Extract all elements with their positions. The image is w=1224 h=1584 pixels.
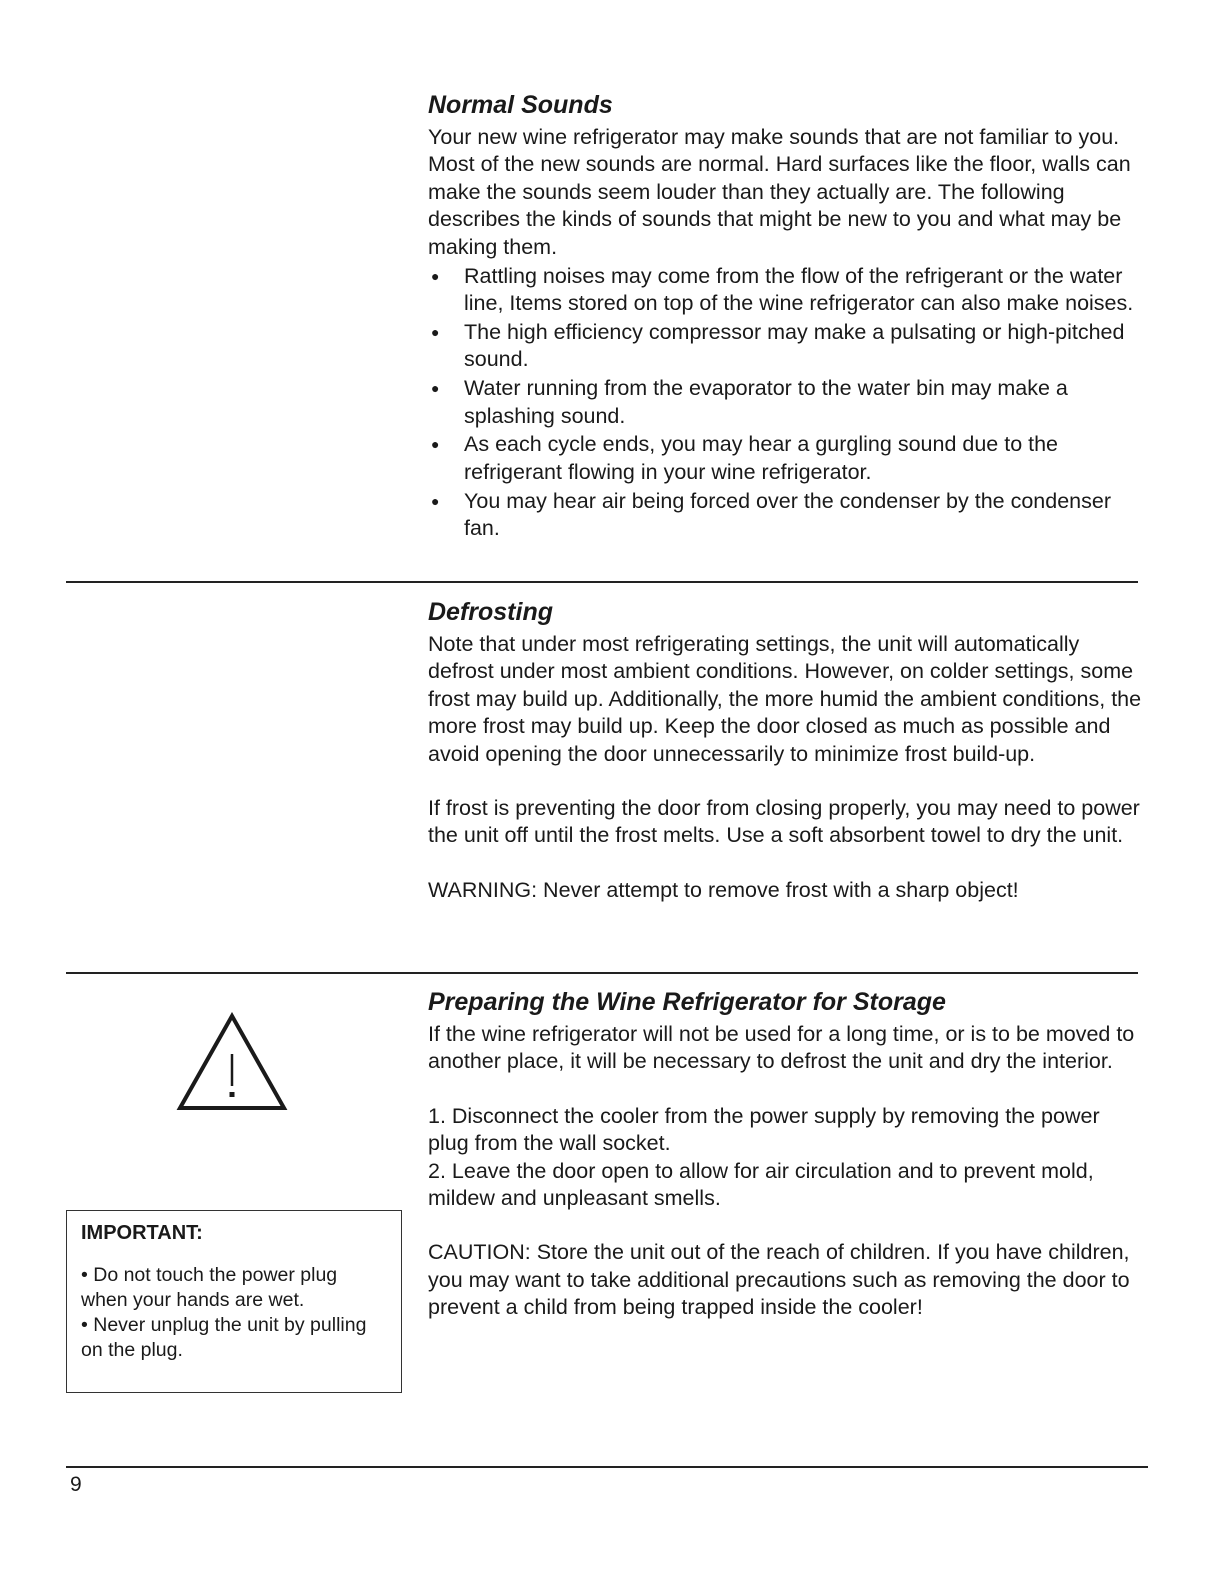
storage-caution: CAUTION: Store the unit out of the reach of children. If you have children, you may want to take additional precautions such as removing the door to prevent a child from being trapped inside the cooler!: [428, 1240, 1130, 1320]
storage-step-2: 2. Leave the door open to allow for air circulation and to prevent mold, mildew and unpleasant smells.: [428, 1158, 1094, 1211]
bullet-dot-icon: ●: [431, 380, 440, 397]
normal-sounds-section: [428, 90, 1144, 544]
storage-heading: Preparing the Wine Refrigerator for Storage: [428, 988, 946, 1016]
list-item: ● Rattling noises may come from the flow of the refrigerant or the water line, Items stored on top of the wine refrigerator can also make noises.: [431, 263, 1134, 315]
list-item: ● The high efficiency compressor may make a pulsating or high-pitched sound.: [431, 319, 1125, 372]
normal-sounds-list: [428, 263, 1144, 543]
important-item: • Do not touch the power plug when your hands are wet.: [81, 1264, 338, 1311]
section-divider: [66, 581, 1138, 583]
important-title: IMPORTANT:: [81, 1222, 203, 1244]
section-divider: [66, 972, 1138, 974]
list-item: ● You may hear air being forced over the condenser by the condenser fan.: [431, 488, 1112, 541]
page-number: 9: [70, 1473, 82, 1496]
bullet-dot-icon: ●: [431, 323, 440, 340]
storage-section: [428, 987, 1144, 1322]
storage-step-1: 1. Disconnect the cooler from the power supply by removing the power plug from the wall socket.: [428, 1103, 1100, 1156]
normal-sounds-heading: Normal Sounds: [428, 91, 613, 119]
defrosting-section: [428, 597, 1144, 904]
list-item: ● As each cycle ends, you may hear a gurgling sound due to the refrigerant flowing in your wine refrigerator.: [431, 432, 1059, 484]
defrosting-warning: WARNING: Never attempt to remove frost with a sharp object!: [428, 877, 1019, 902]
normal-sounds-intro: Your new wine refrigerator may make sounds that are not familiar to you. Most of the new sounds are normal. Hard surfaces like the floor, walls can make the sounds seem louder than they actually are. The following describes the kinds of sounds that might be new to you and what may be making them.: [428, 125, 1131, 259]
bullet-dot-icon: ●: [431, 436, 440, 453]
important-item: • Never unplug the unit by pulling on the plug.: [81, 1314, 367, 1361]
list-item: ● Water running from the evaporator to the water bin may make a splashing sound.: [431, 376, 1068, 428]
defrosting-paragraph-2: If frost is preventing the door from closing properly, you may need to power the unit off until the frost melts. Use a soft absorbent towel to dry the unit.: [428, 796, 1140, 848]
warning-triangle-icon: [176, 1012, 288, 1112]
defrosting-heading: Defrosting: [428, 598, 553, 626]
important-box: [66, 1210, 402, 1393]
bullet-dot-icon: ●: [431, 492, 440, 509]
bullet-dot-icon: ●: [431, 267, 440, 284]
storage-intro: If the wine refrigerator will not be used for a long time, or is to be moved to another place, it will be necessary to defrost the unit and dry the interior.: [428, 1022, 1135, 1074]
defrosting-paragraph-1: Note that under most refrigerating settings, the unit will automatically defrost under most ambient conditions. However, on colder settings, some frost may build up. Additionally, the more humid the ambient conditions, the more frost may build up. Keep the door closed as much as possible and avoid opening the door unnecessarily to minimize frost build-up.: [428, 632, 1142, 766]
footer-divider: [66, 1466, 1148, 1468]
